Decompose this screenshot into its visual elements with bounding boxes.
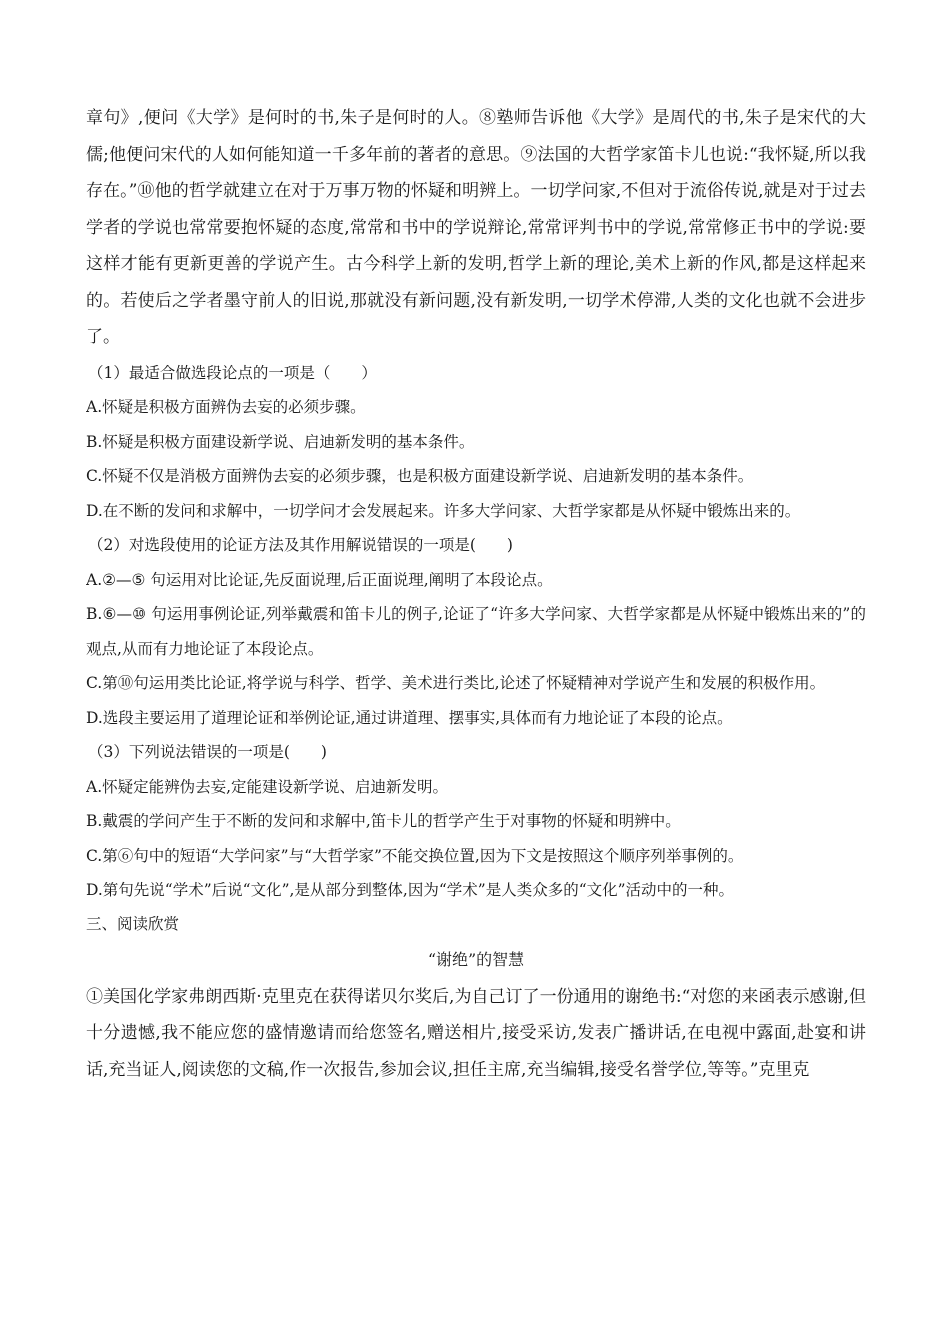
option-c: C.怀疑不仅是消极方面辨伪去妄的必须步骤，也是积极方面建设新学说、启迪新发明的基本条件。 xyxy=(86,467,754,485)
option-b: B.戴震的学问产生于不断的发问和求解中,笛卡儿的哲学产生于对事物的怀疑和明辨中。 xyxy=(86,812,681,830)
question-stem: （3）下列说法错误的一项是( ) xyxy=(88,743,327,761)
article-title: “谢绝”的智慧 xyxy=(427,949,525,969)
question-2 xyxy=(86,528,866,735)
passage-paragraph: 章句》,便问《大学》是何时的书,朱子是何时的人。⑧塾师告诉他《大学》是周代的书,朱子是宋代的大儒;他便问宋代的人如何能知道一千多年前的著者的意思。⑨法国的大哲学家笛卡儿也说:“我怀疑,所以我存在。”⑩他的哲学就建立在对于万事万物的怀疑和明辨上。一切学问家,不但对于流俗传说,就是对于过去学者的学说也常常要抱怀疑的态度,常常和书中的学说辩论,常常评判书中的学说,常常修正书中的学说:要这样才能有更新更善的学说产生。古今科学上新的发明,哲学上新的理论,美术上新的作风,都是这样起来的。若使后之学者墨守前人的旧说,那就没有新问题,没有新发明,一切学术停滞,人类的文化也就不会进步了。 xyxy=(86,108,866,347)
question-stem: （2）对选段使用的论证方法及其作用解说错误的一项是( ) xyxy=(88,536,513,554)
question-1 xyxy=(86,356,866,529)
option-a: A.②—⑤ 句运用对比论证,先反面说理,后正面说理,阐明了本段论点。 xyxy=(86,570,553,589)
question-3 xyxy=(86,735,866,908)
option-c: C.第⑥句中的短语“大学问家”与“大哲学家”不能交换位置,因为下文是按照这个顺序列举事例的。 xyxy=(86,846,744,865)
article-paragraph: ①美国化学家弗朗西斯·克里克在获得诺贝尔奖后,为自己订了一份通用的谢绝书:“对您的来函表示感谢,但十分遗憾,我不能应您的盛情邀请而给您签名,赠送相片,接受采访,发表广播讲话,在电视中露面,赴宴和讲话,充当证人,阅读您的文稿,作一次报告,参加会议,担任主席,充当编辑,接受名誉学位,等等。”克里克 xyxy=(86,986,866,1080)
document-page xyxy=(86,100,866,1088)
option-d: D.第句先说“学术”后说“文化”,是从部分到整体,因为“学术”是人类众多的“文化”活动中的一种。 xyxy=(86,881,735,899)
question-stem: （1）最适合做选段论点的一项是（ ） xyxy=(88,363,377,382)
option-d: D.选段主要运用了道理论证和举例论证,通过讲道理、摆事实,具体而有力地论证了本段的论点。 xyxy=(86,708,733,727)
option-d: D.在不断的发问和求解中，一切学问才会发展起来。许多大学问家、大哲学家都是从怀疑中锻炼出来的。 xyxy=(86,501,801,520)
section-heading: 三、阅读欣赏 xyxy=(86,914,180,933)
option-a: A.怀疑定能辨伪去妄,定能建设新学说、启迪新发明。 xyxy=(86,777,449,796)
option-b: B.⑥—⑩ 句运用事例论证,列举戴震和笛卡儿的例子,论证了“许多大学问家、大哲学家都是从怀疑中锻炼出来的”的观点,从而有力地论证了本段论点。 xyxy=(86,605,866,658)
option-a: A.怀疑是积极方面辨伪去妄的必须步骤。 xyxy=(86,398,366,416)
option-b: B.怀疑是积极方面建设新学说、启迪新发明的基本条件。 xyxy=(86,432,475,451)
option-c: C.第⑩句运用类比论证,将学说与科学、哲学、美术进行类比,论述了怀疑精神对学说产生和发展的积极作用。 xyxy=(86,674,826,692)
